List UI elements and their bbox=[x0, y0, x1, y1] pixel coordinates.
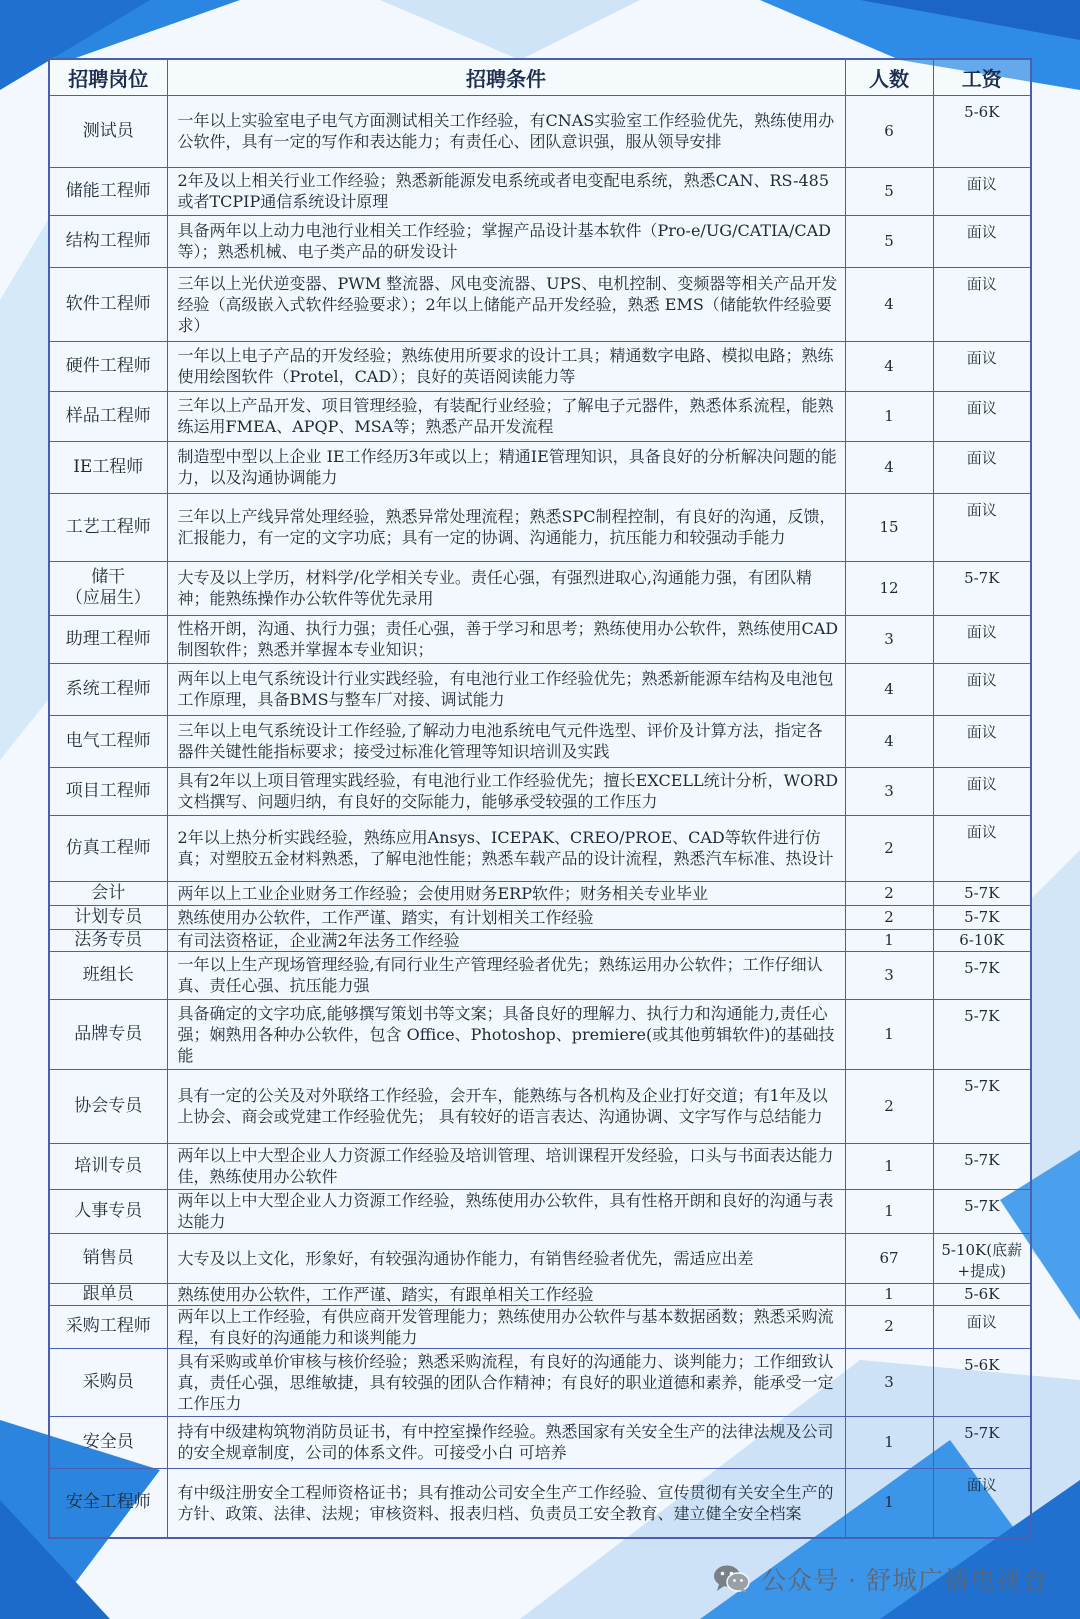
conditions-cell: 一年以上生产现场管理经验,有同行业生产管理经验者优先；熟练运用办公软件；工作仔细认真、责任心强、抗压能力强 bbox=[167, 951, 845, 999]
table-row bbox=[49, 1348, 1031, 1416]
conditions-cell: 2年以上热分析实践经验，熟练应用Ansys、ICEPAK、CREO/PROE、CAD等软件进行仿真；对塑胶五金材料熟悉，了解电池性能；熟悉车载产品的设计流程，熟悉汽车标准、热设计 bbox=[167, 815, 845, 881]
table-row bbox=[49, 951, 1031, 999]
count-cell: 12 bbox=[845, 561, 933, 615]
position-cell: 储干 （应届生） bbox=[49, 561, 167, 615]
salary-cell: 6-10K bbox=[933, 929, 1031, 951]
salary-cell: 面议 bbox=[933, 1305, 1031, 1348]
table-row bbox=[49, 905, 1031, 929]
conditions-cell: 2年及以上相关行业工作经验；熟悉新能源发电系统或者电变配电系统，熟悉CAN、RS-485或者TCPIP通信系统设计原理 bbox=[167, 167, 845, 215]
table-row bbox=[49, 1416, 1031, 1468]
table-row bbox=[49, 815, 1031, 881]
table-row bbox=[49, 767, 1031, 815]
count-cell: 4 bbox=[845, 715, 933, 767]
position-cell: 班组长 bbox=[49, 951, 167, 999]
position-cell: 安全员 bbox=[49, 1416, 167, 1468]
count-cell: 2 bbox=[845, 815, 933, 881]
conditions-cell: 三年以上产品开发、项目管理经验，有装配行业经验；了解电子元器件，熟悉体系流程，能熟练运用FMEA、APQP、MSA等；熟悉产品开发流程 bbox=[167, 391, 845, 441]
count-cell: 15 bbox=[845, 493, 933, 561]
table-row bbox=[49, 1143, 1031, 1189]
wechat-icon bbox=[713, 1564, 751, 1594]
conditions-cell: 三年以上光伏逆变器、PWM 整流器、风电变流器、UPS、电机控制、变频器等相关产品开发经验（高级嵌入式软件经验要求）；2年以上储能产品开发经验，熟悉 EMS（储能软件经验要求） bbox=[167, 267, 845, 341]
table-row bbox=[49, 341, 1031, 391]
count-cell: 1 bbox=[845, 1143, 933, 1189]
salary-cell: 5-6K bbox=[933, 95, 1031, 167]
conditions-cell: 三年以上电气系统设计工作经验,了解动力电池系统电气元件选型、评价及计算方法，指定各器件关键性能指标要求；接受过标准化管理等知识培训及实践 bbox=[167, 715, 845, 767]
conditions-cell: 两年以上中大型企业人力资源工作经验及培训管理、培训课程开发经验，口头与书面表达能力佳，熟练使用办公软件 bbox=[167, 1143, 845, 1189]
position-cell: 采购员 bbox=[49, 1348, 167, 1416]
salary-cell: 5-7K bbox=[933, 951, 1031, 999]
position-cell: 会计 bbox=[49, 881, 167, 905]
position-cell: 结构工程师 bbox=[49, 215, 167, 267]
count-cell: 1 bbox=[845, 1416, 933, 1468]
position-cell: 采购工程师 bbox=[49, 1305, 167, 1348]
conditions-cell: 有司法资格证，企业满2年法务工作经验 bbox=[167, 929, 845, 951]
position-cell: 硬件工程师 bbox=[49, 341, 167, 391]
conditions-cell: 持有中级建构筑物消防员证书，有中控室操作经验。熟悉国家有关安全生产的法律法规及公司的安全规章制度，公司的体系文件。可接受小白 可培养 bbox=[167, 1416, 845, 1468]
position-cell: 培训专员 bbox=[49, 1143, 167, 1189]
salary-cell: 面议 bbox=[933, 663, 1031, 715]
count-cell: 1 bbox=[845, 1283, 933, 1305]
conditions-cell: 具有一定的公关及对外联络工作经验，会开车，能熟练与各机构及企业打好交道；有1年及以上协会、商会或党建工作经验优先； 具有较好的语言表达、沟通协调、文字写作与总结能力 bbox=[167, 1069, 845, 1143]
position-cell: 系统工程师 bbox=[49, 663, 167, 715]
salary-cell: 5-10K(底薪+提成) bbox=[933, 1233, 1031, 1283]
position-cell: 计划专员 bbox=[49, 905, 167, 929]
table-row bbox=[49, 1189, 1031, 1233]
recruitment-table bbox=[48, 58, 1032, 1539]
position-cell: 软件工程师 bbox=[49, 267, 167, 341]
conditions-cell: 具备确定的文字功底,能够撰写策划书等文案；具备良好的理解力、执行力和沟通能力,责任心强；娴熟用各种办公软件，包含 Office、Photoshop、premiere(或其他剪辑软件)的基础技能 bbox=[167, 999, 845, 1069]
salary-cell: 面议 bbox=[933, 215, 1031, 267]
position-cell: 储能工程师 bbox=[49, 167, 167, 215]
table-row bbox=[49, 391, 1031, 441]
conditions-cell: 大专及以上文化，形象好，有较强沟通协作能力，有销售经验者优先，需适应出差 bbox=[167, 1233, 845, 1283]
watermark-text: 公众号 · 舒城广播电视台 bbox=[761, 1566, 1048, 1595]
count-cell: 4 bbox=[845, 663, 933, 715]
table-row bbox=[49, 663, 1031, 715]
count-cell: 1 bbox=[845, 999, 933, 1069]
table-row bbox=[49, 1233, 1031, 1283]
header-count: 人数 bbox=[845, 59, 933, 95]
salary-cell: 5-7K bbox=[933, 1069, 1031, 1143]
salary-cell: 5-6K bbox=[933, 1348, 1031, 1416]
salary-cell: 面议 bbox=[933, 391, 1031, 441]
table-row bbox=[49, 493, 1031, 561]
count-cell: 4 bbox=[845, 267, 933, 341]
table-row bbox=[49, 167, 1031, 215]
conditions-cell: 熟练使用办公软件，工作严谨、踏实，有计划相关工作经验 bbox=[167, 905, 845, 929]
conditions-cell: 有中级注册安全工程师资格证书；具有推动公司安全生产工作经验、宣传贯彻有关安全生产的方针、政策、法律、法规；审核资料、报表归档、负责员工安全教育、建立健全安全档案 bbox=[167, 1468, 845, 1538]
count-cell: 6 bbox=[845, 95, 933, 167]
salary-cell: 5-7K bbox=[933, 881, 1031, 905]
count-cell: 5 bbox=[845, 167, 933, 215]
conditions-cell: 具备两年以上动力电池行业相关工作经验；掌握产品设计基本软件（Pro-e/UG/CATIA/CAD等）；熟悉机械、电子类产品的研发设计 bbox=[167, 215, 845, 267]
position-cell: 电气工程师 bbox=[49, 715, 167, 767]
salary-cell: 面议 bbox=[933, 1468, 1031, 1538]
salary-cell: 面议 bbox=[933, 441, 1031, 493]
table-row bbox=[49, 1069, 1031, 1143]
salary-cell: 5-7K bbox=[933, 561, 1031, 615]
salary-cell: 面议 bbox=[933, 815, 1031, 881]
header-position: 招聘岗位 bbox=[49, 59, 167, 95]
count-cell: 5 bbox=[845, 215, 933, 267]
position-cell: 品牌专员 bbox=[49, 999, 167, 1069]
position-cell: 样品工程师 bbox=[49, 391, 167, 441]
conditions-cell: 两年以上电气系统设计行业实践经验，有电池行业工作经验优先；熟悉新能源车结构及电池包工作原理，具备BMS与整车厂对接、调试能力 bbox=[167, 663, 845, 715]
count-cell: 2 bbox=[845, 1305, 933, 1348]
table-row bbox=[49, 715, 1031, 767]
position-cell: 协会专员 bbox=[49, 1069, 167, 1143]
position-cell: 工艺工程师 bbox=[49, 493, 167, 561]
position-cell: 仿真工程师 bbox=[49, 815, 167, 881]
table-header-row bbox=[49, 59, 1031, 95]
table-row bbox=[49, 215, 1031, 267]
salary-cell: 面议 bbox=[933, 615, 1031, 663]
table-row bbox=[49, 999, 1031, 1069]
position-cell: 项目工程师 bbox=[49, 767, 167, 815]
position-cell: 人事专员 bbox=[49, 1189, 167, 1233]
watermark bbox=[713, 1561, 1048, 1597]
position-cell: 销售员 bbox=[49, 1233, 167, 1283]
salary-cell: 面议 bbox=[933, 715, 1031, 767]
count-cell: 2 bbox=[845, 905, 933, 929]
position-cell: 助理工程师 bbox=[49, 615, 167, 663]
position-cell: 安全工程师 bbox=[49, 1468, 167, 1538]
table-row bbox=[49, 615, 1031, 663]
salary-cell: 面议 bbox=[933, 341, 1031, 391]
count-cell: 4 bbox=[845, 341, 933, 391]
count-cell: 1 bbox=[845, 391, 933, 441]
salary-cell: 5-7K bbox=[933, 1143, 1031, 1189]
recruitment-table-container bbox=[48, 58, 1030, 1539]
conditions-cell: 具有采购或单价审核与核价经验；熟悉采购流程，有良好的沟通能力、谈判能力；工作细致认真，责任心强，思维敏捷，具有较强的团队合作精神；有良好的职业道德和素养，能承受一定工作压力 bbox=[167, 1348, 845, 1416]
conditions-cell: 熟练使用办公软件，工作严谨、踏实，有跟单相关工作经验 bbox=[167, 1283, 845, 1305]
conditions-cell: 性格开朗，沟通、执行力强；责任心强，善于学习和思考；熟练使用办公软件，熟练使用CAD制图软件；熟悉并掌握本专业知识； bbox=[167, 615, 845, 663]
position-cell: 法务专员 bbox=[49, 929, 167, 951]
position-cell: 测试员 bbox=[49, 95, 167, 167]
table-row bbox=[49, 929, 1031, 951]
count-cell: 1 bbox=[845, 1468, 933, 1538]
count-cell: 4 bbox=[845, 441, 933, 493]
count-cell: 3 bbox=[845, 767, 933, 815]
header-conditions: 招聘条件 bbox=[167, 59, 845, 95]
conditions-cell: 具有2年以上项目管理实践经验，有电池行业工作经验优先；擅长EXCELL统计分析，WORD文档撰写、问题归纳，有良好的交际能力，能够承受较强的工作压力 bbox=[167, 767, 845, 815]
salary-cell: 面议 bbox=[933, 167, 1031, 215]
salary-cell: 5-7K bbox=[933, 999, 1031, 1069]
salary-cell: 面议 bbox=[933, 493, 1031, 561]
conditions-cell: 三年以上产线异常处理经验，熟悉异常处理流程；熟悉SPC制程控制，有良好的沟通，反馈，汇报能力，有一定的文字功底；具有一定的协调、沟通能力，抗压能力和较强动手能力 bbox=[167, 493, 845, 561]
header-salary: 工资 bbox=[933, 59, 1031, 95]
salary-cell: 5-6K bbox=[933, 1283, 1031, 1305]
count-cell: 3 bbox=[845, 615, 933, 663]
position-cell: 跟单员 bbox=[49, 1283, 167, 1305]
table-row bbox=[49, 1468, 1031, 1538]
count-cell: 1 bbox=[845, 929, 933, 951]
count-cell: 2 bbox=[845, 881, 933, 905]
count-cell: 2 bbox=[845, 1069, 933, 1143]
table-row bbox=[49, 267, 1031, 341]
conditions-cell: 一年以上实验室电子电气方面测试相关工作经验，有CNAS实验室工作经验优先，熟练使用办公软件，具有一定的写作和表达能力；有责任心、团队意识强，服从领导安排 bbox=[167, 95, 845, 167]
conditions-cell: 制造型中型以上企业 IE工作经历3年或以上；精通IE管理知识，具备良好的分析解决问题的能力，以及沟通协调能力 bbox=[167, 441, 845, 493]
table-row bbox=[49, 1305, 1031, 1348]
conditions-cell: 两年以上工作经验，有供应商开发管理能力；熟练使用办公软件与基本数据函数；熟悉采购流程，有良好的沟通能力和谈判能力 bbox=[167, 1305, 845, 1348]
position-cell: IE工程师 bbox=[49, 441, 167, 493]
table-row bbox=[49, 441, 1031, 493]
salary-cell: 5-7K bbox=[933, 1189, 1031, 1233]
conditions-cell: 一年以上电子产品的开发经验；熟练使用所要求的设计工具；精通数字电路、模拟电路；熟练使用绘图软件（Protel，CAD）；良好的英语阅读能力等 bbox=[167, 341, 845, 391]
table-row bbox=[49, 881, 1031, 905]
count-cell: 3 bbox=[845, 1348, 933, 1416]
salary-cell: 面议 bbox=[933, 767, 1031, 815]
table-row bbox=[49, 561, 1031, 615]
salary-cell: 面议 bbox=[933, 267, 1031, 341]
conditions-cell: 大专及以上学历，材料学/化学相关专业。责任心强，有强烈进取心,沟通能力强，有团队精神；能熟练操作办公软件等优先录用 bbox=[167, 561, 845, 615]
table-row bbox=[49, 95, 1031, 167]
count-cell: 67 bbox=[845, 1233, 933, 1283]
conditions-cell: 两年以上工业企业财务工作经验；会使用财务ERP软件；财务相关专业毕业 bbox=[167, 881, 845, 905]
count-cell: 3 bbox=[845, 951, 933, 999]
salary-cell: 5-7K bbox=[933, 905, 1031, 929]
salary-cell: 5-7K bbox=[933, 1416, 1031, 1468]
conditions-cell: 两年以上中大型企业人力资源工作经验，熟练使用办公软件，具有性格开朗和良好的沟通与表达能力 bbox=[167, 1189, 845, 1233]
table-row bbox=[49, 1283, 1031, 1305]
count-cell: 1 bbox=[845, 1189, 933, 1233]
